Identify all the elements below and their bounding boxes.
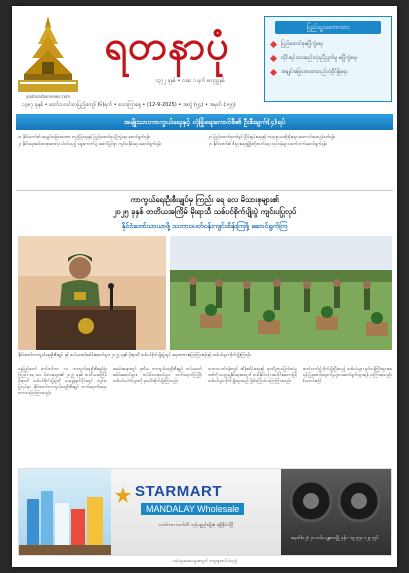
objectives-columns — [18, 134, 391, 184]
article-column: နေပြည်တော် စက်တင်ဘာ ၁၁ ကာကွယ်ရေးဦးစီးချုပ်ရုံး ကြည်း ရေ လေ မိသားစုများ၏ ၂၀၂၅ ခုနှစ် တတိယအကြိမ် မိုးရာသီ သစ်ပင်စိုက်ပျိုးပွဲကို ယနေ့နံနက်ပိုင်းတွင် ကျင်းပပြုလုပ်ရာ နိုင်ငံတော်ကာကွယ်ရေးဦးစီးချုပ် တက်ရောက်အမှာစကား ပြောကြားသည်။ — [18, 366, 107, 395]
ad-brand-panel — [111, 469, 281, 555]
diamond-bullet-icon — [270, 68, 277, 75]
notice-title: ပြည်သူ့သဘောထား — [275, 21, 381, 34]
site-domain: yadanarbonnews.com — [25, 94, 71, 99]
ad-brand-name: STARMART — [135, 483, 223, 500]
divider — [16, 190, 393, 191]
article-columns — [18, 366, 392, 464]
starmart-advertisement — [18, 468, 392, 556]
photo-caption: နိုင်ငံတော်ကာကွယ်ရေးဦးစီးချုပ် နှင့် တပ်မတော်ခေါင်းဆောင်များ ၂၀၂၅ ခုနှစ် မိုးရာသီ သစ်ပင်စိုက်ပျိုးပွဲတွင် အမှာစကားပြောကြားစဉ်နှင့် သစ်ပင်များ စိုက်ပျိုးကြစဉ်။ — [18, 352, 251, 357]
article-column: သဘာဝပတ်ဝန်းကျင် ထိန်းသိမ်းရေးနှင့် ရာသီဥတုပြောင်းလဲမှု ဒဏ်ကို လျော့ချနိုင်ရေးအတွက် တစ်နိုင်ငံလုံး အတိုင်းအတာဖြင့် သစ်ပင်များ စိုက်ပျိုးသွားမည် ဖြစ်ကြောင်း ပြောကြားသည်။ — [208, 366, 297, 383]
ad-products-image — [19, 469, 111, 555]
pagoda-logo — [18, 14, 78, 92]
diamond-bullet-icon — [270, 40, 277, 47]
ad-sub-brand: MANDALAY Wholesale — [141, 503, 244, 515]
notice-item — [271, 51, 385, 65]
notice-item-text: အချုပ်အခြာအာဏာတည်တံ့ခိုင်မြဲရေး — [281, 69, 348, 75]
objective-paragraph: ၁။ နိုင်ငံတော်၏ အချုပ်အခြာအာဏာ တည်မြဲရေးနှင့် ပြည်ထောင်စုမပြိုကွဲရေး ဆောင်ရွက်ရန်။ — [18, 134, 150, 139]
photo-speaker-at-podium — [18, 236, 166, 350]
notice-item-text: ပြည်ထောင်စုမပြိုကွဲရေး — [281, 41, 324, 47]
headline-subtitle: နိုင်ငံတော်သာယာဖို့ သဘာဝပတ်ဝန်းကျင်ထိန်းကြဖို့ ဆောင်ရွက်ကြ — [121, 222, 288, 230]
headline-line-2: ၂၀၂၅ ခုနှစ် တတိယအကြိမ် မိုးရာသီ သစ်ပင်စိုက်ပျိုးပွဲ ကျင်းပပြုလုပ် — [112, 207, 297, 216]
objective-paragraph: ၂။ နိုင်ငံရေးအင်အားစုအားလုံး ပါဝင်သည့် ရွေးကောက်ပွဲ အောင်မြင်စွာ ကျင်းပနိုင်ရေး ဆောင်ရွက်ရန်။ — [18, 141, 162, 146]
objectives-banner: အမျိုးသားကာကွယ်ရေးနှင့် လုံခြုံရေးကောင်စီ၏ ဦးစီးချက်(၄)ရပ် — [16, 114, 393, 130]
diamond-bullet-icon — [270, 54, 277, 61]
objective-paragraph: ၄။ နိုင်ငံတော်၏ စီးပွားရေးဖွံ့ဖြိုးတိုးတက်ရေး လုပ်ငန်းများ ဆက်လက်ဆောင်ရွက်ရန်။ — [208, 141, 327, 146]
date-line: ၁၃၈၇ ခုနှစ် • တော်သလင်းလပြည့်ကျော် (၆)ရက် • သောကြာနေ့ • (12-9-2025) • အတွဲ (၅၄) • အမှတ် (၁၅၅) — [22, 102, 236, 108]
notice-list — [265, 37, 391, 79]
ad-tires-image — [281, 469, 391, 555]
headline-line-1: ကာကွယ်ရေးဦးစီးချုပ်မှ ကြည်း ရေ လေ မိသားစုများ၏ — [130, 195, 279, 204]
notice-item-text: တိုင်းရင်းသားစည်းလုံးညီညွတ်မှု မပြိုကွဲရေး — [281, 55, 358, 61]
newspaper-title: ရတနာပုံ — [104, 22, 230, 69]
ad-contact-info: အမှတ်(၁၂)၊ ၇၈ လမ်း၊ မန္တလေးမြို့ ဖုန်း - ၀၉ ၄၅၀ ၁၂၃ ၄၅၆ — [291, 535, 379, 540]
ad-tagline: လက်ကား လက်လီ ကုန်ပစ္စည်းမျိုးစုံ ရရှိနိုင်ပါပြီ — [158, 523, 234, 528]
public-notice-box — [264, 16, 392, 102]
notice-item — [271, 65, 385, 79]
masthead — [12, 6, 397, 110]
article-column: အခမ်းအနားတွင် ဒုတိယ ကာကွယ်ရေးဦးစီးချုပ် တပ်မတော်ခေါင်းဆောင်များ၊ တပ်မိသားစုဝင်များ တက်ရောက်ကြပြီး သစ်ပင်ပေါက်များကို စုပေါင်းစိုက်ပျိုးကြသည်။ — [113, 366, 202, 383]
objective-paragraph: ၃။ ပြည်ထောင်စုတစ်ခွင် ငြိမ်းချမ်းရေးနှင့် တရားဥပဒေစိုးမိုးရေး အကောင်အထည်ဖော်ရန်။ — [208, 134, 335, 139]
photo-tree-planting — [170, 236, 392, 350]
objectives-column-left — [18, 134, 201, 184]
newspaper-page — [12, 6, 397, 567]
article-column: ဆက်လက်၍ စိုက်ပျိုးပြီးသည့် သစ်ပင်များ ရှင်သန်ကြီးထွားစေရန် ပြုစုစောင့်ရှောက်မှုများ ဆောင်ရွက်သွားရန် မှာကြားခဲ့သည်။ (သတင်းစဉ်) — [303, 366, 392, 383]
footer-note: ဝယ်ယူအားပေးမှုအတွက် ကျေးဇူးတင်ပါသည် — [172, 558, 238, 563]
issue-line: ၁၃၇၂ ခုနှစ် • လဆ ၁ ရက် စတုတ္ထနှစ် — [155, 78, 225, 84]
objectives-column-right — [209, 134, 392, 184]
notice-item — [271, 37, 385, 51]
